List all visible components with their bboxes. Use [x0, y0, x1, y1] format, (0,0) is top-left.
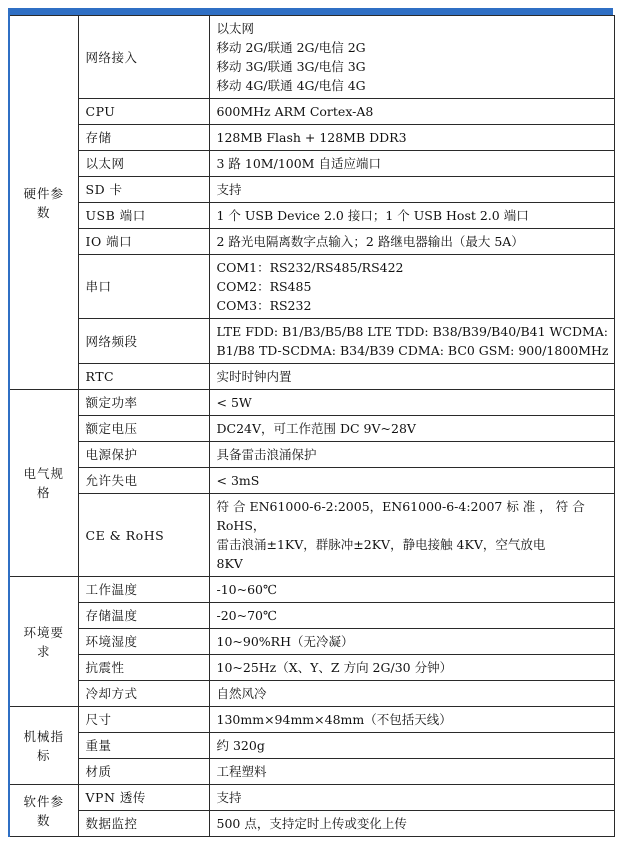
spec-value-line: 实时时钟内置 — [216, 369, 292, 384]
spec-value — [209, 707, 614, 733]
spec-value-line: 2 路光电隔离数字点输入；2 路继电器输出（最大 5A） — [216, 234, 524, 249]
spec-value — [209, 416, 614, 442]
spec-value — [209, 99, 614, 125]
spec-value-line: 500 点，支持定时上传或变化上传 — [216, 816, 407, 831]
spec-value-line: 128MB Flash + 128MB DDR3 — [216, 130, 407, 145]
spec-name: VPN 透传 — [78, 785, 209, 811]
spec-name: 存储 — [78, 125, 209, 151]
spec-value-line: 雷击浪涌±1KV，群脉冲±2KV，静电接触 4KV，空气放电 — [216, 537, 546, 552]
spec-value-line: -20~70℃ — [216, 608, 277, 623]
spec-row — [9, 759, 614, 785]
spec-name: 重量 — [78, 733, 209, 759]
spec-value — [209, 811, 614, 837]
spec-value-line: 移动 2G/联通 2G/电信 2G — [216, 40, 366, 55]
spec-row — [9, 364, 614, 390]
spec-value — [209, 629, 614, 655]
spec-row — [9, 707, 614, 733]
spec-name: CE & RoHS — [78, 494, 209, 577]
spec-name: 额定电压 — [78, 416, 209, 442]
spec-row — [9, 125, 614, 151]
spec-row — [9, 442, 614, 468]
spec-value-line: 具备雷击浪涌保护 — [216, 447, 317, 462]
spec-value — [209, 759, 614, 785]
spec-row — [9, 229, 614, 255]
section-category: 软件参数 — [9, 785, 78, 837]
spec-value-line: 符 合 EN61000-6-2:2005，EN61000-6-4:2007 标 准 ， 符 合 — [216, 499, 585, 514]
spec-value-line: 支持 — [216, 182, 242, 197]
spec-row — [9, 416, 614, 442]
spec-value-line: -10~60℃ — [216, 582, 277, 597]
spec-name: USB 端口 — [78, 203, 209, 229]
spec-row — [9, 629, 614, 655]
spec-value — [209, 203, 614, 229]
spec-value — [209, 151, 614, 177]
spec-value-line: COM3：RS232 — [216, 298, 312, 313]
spec-value-line: COM1：RS232/RS485/RS422 — [216, 260, 404, 275]
spec-name: 工作温度 — [78, 577, 209, 603]
spec-value — [209, 733, 614, 759]
spec-name: 串口 — [78, 255, 209, 319]
spec-row — [9, 203, 614, 229]
spec-value-line: 自然风冷 — [216, 686, 267, 701]
spec-name: 数据监控 — [78, 811, 209, 837]
spec-value — [209, 177, 614, 203]
spec-value-line: 支持 — [216, 790, 242, 805]
spec-value — [209, 364, 614, 390]
section-category: 电气规格 — [9, 390, 78, 577]
spec-value — [209, 655, 614, 681]
spec-value — [209, 319, 614, 364]
spec-value-line: 以太网 — [216, 21, 255, 36]
spec-row — [9, 255, 614, 319]
spec-row — [9, 390, 614, 416]
spec-value — [209, 785, 614, 811]
spec-row — [9, 16, 614, 99]
spec-name: 环境湿度 — [78, 629, 209, 655]
spec-value-line: 10~90%RH（无冷凝） — [216, 634, 354, 649]
spec-value — [209, 681, 614, 707]
spec-value-line: 130mm×94mm×48mm（不包括天线） — [216, 712, 452, 727]
spec-value-line: COM2：RS485 — [216, 279, 312, 294]
spec-value-line: 3 路 10M/100M 自适应端口 — [216, 156, 381, 171]
spec-name: 冷却方式 — [78, 681, 209, 707]
section-category: 环境要求 — [9, 577, 78, 707]
spec-row — [9, 319, 614, 364]
spec-row — [9, 494, 614, 577]
spec-name: 电源保护 — [78, 442, 209, 468]
section-category: 机械指标 — [9, 707, 78, 785]
spec-name: SD 卡 — [78, 177, 209, 203]
spec-name: 材质 — [78, 759, 209, 785]
spec-name: CPU — [78, 99, 209, 125]
spec-value-line: RoHS， — [216, 518, 266, 533]
spec-row — [9, 681, 614, 707]
spec-value-line: LTE FDD: B1/B3/B5/B8 LTE TDD: B38/B39/B40/B41 WCDMA: — [216, 324, 609, 339]
spec-name: 抗震性 — [78, 655, 209, 681]
spec-value-line: < 3mS — [216, 473, 260, 488]
spec-row — [9, 655, 614, 681]
spec-row — [9, 733, 614, 759]
spec-name: IO 端口 — [78, 229, 209, 255]
spec-value — [209, 255, 614, 319]
spec-name: RTC — [78, 364, 209, 390]
spec-row — [9, 811, 614, 837]
spec-row — [9, 177, 614, 203]
spec-value-line: DC24V，可工作范围 DC 9V~28V — [216, 421, 416, 436]
spec-name: 网络接入 — [78, 16, 209, 99]
spec-value — [209, 603, 614, 629]
spec-name: 允许失电 — [78, 468, 209, 494]
spec-value-line: 移动 4G/联通 4G/电信 4G — [216, 78, 366, 93]
spec-value-line: < 5W — [216, 395, 252, 410]
spec-row — [9, 603, 614, 629]
spec-value — [209, 494, 614, 577]
spec-value — [209, 229, 614, 255]
spec-value — [209, 125, 614, 151]
spec-value-line: 约 320g — [216, 738, 265, 753]
spec-name: 额定功率 — [78, 390, 209, 416]
spec-value-line: 600MHz ARM Cortex-A8 — [216, 104, 374, 119]
spec-value — [209, 577, 614, 603]
spec-value — [209, 16, 614, 99]
section-category: 硬件参数 — [9, 16, 78, 390]
spec-row — [9, 577, 614, 603]
spec-value-line: B1/B8 TD-SCDMA: B34/B39 CDMA: BC0 GSM: 900/1800MHz — [216, 343, 609, 358]
spec-value-line: 10~25Hz（X、Y、Z 方向 2G/30 分钟） — [216, 660, 453, 675]
spec-name: 网络频段 — [78, 319, 209, 364]
spec-name: 存储温度 — [78, 603, 209, 629]
spec-name: 尺寸 — [78, 707, 209, 733]
spec-table-body — [9, 16, 614, 837]
spec-value-line: 工程塑料 — [216, 764, 267, 779]
spec-table — [8, 15, 615, 837]
spec-row — [9, 468, 614, 494]
header-accent-bar — [8, 8, 613, 15]
spec-value — [209, 390, 614, 416]
spec-name: 以太网 — [78, 151, 209, 177]
spec-value — [209, 468, 614, 494]
spec-value-line: 移动 3G/联通 3G/电信 3G — [216, 59, 366, 74]
spec-value-line: 1 个 USB Device 2.0 接口；1 个 USB Host 2.0 端口 — [216, 208, 529, 223]
spec-value-line: 8KV — [216, 556, 243, 571]
spec-row — [9, 151, 614, 177]
spec-row — [9, 785, 614, 811]
spec-row — [9, 99, 614, 125]
spec-value — [209, 442, 614, 468]
